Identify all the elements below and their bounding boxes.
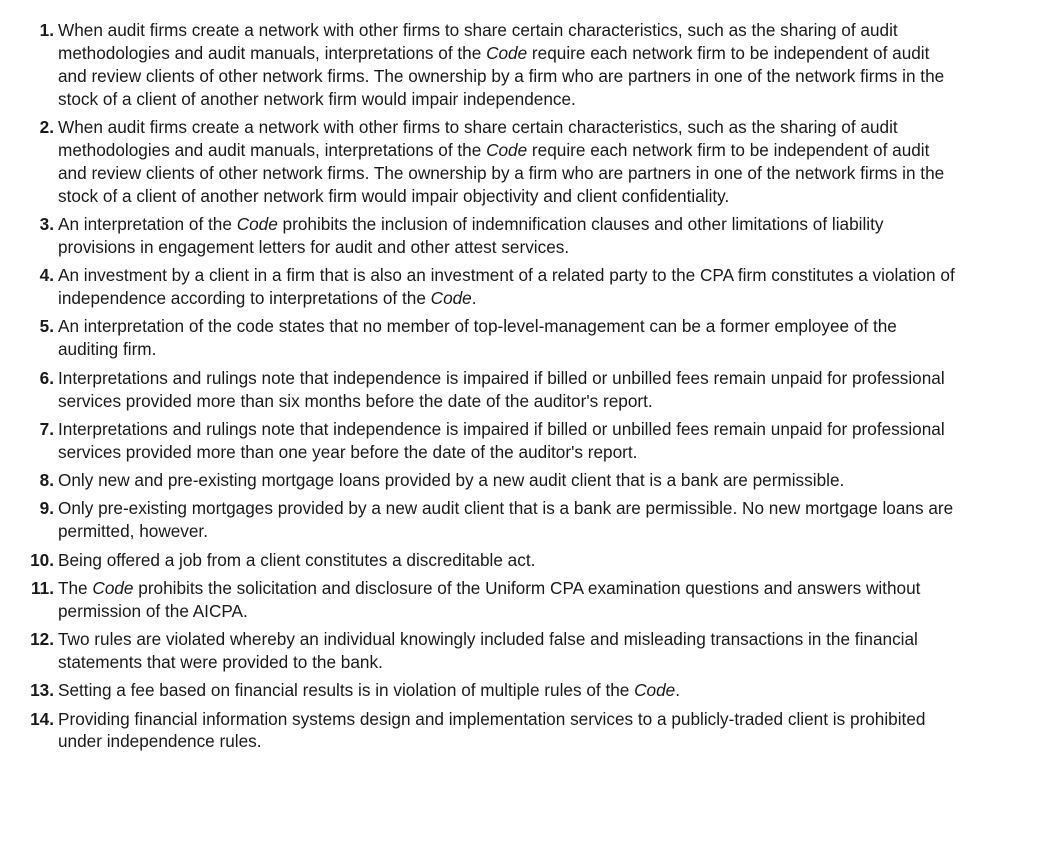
list-item	[0, 213, 960, 259]
code-emphasis: Code	[486, 139, 528, 160]
item-number: 14.	[30, 708, 54, 729]
list-item	[0, 418, 960, 464]
item-number: 7.	[39, 418, 54, 439]
list-item	[0, 549, 960, 572]
item-number: 5.	[39, 316, 54, 337]
item-number: 6.	[39, 367, 54, 388]
item-number: 2.	[39, 117, 54, 138]
item-text: When audit firms create a network with other firms to share certain characteristics, such as the sharing of audit methodologies and audit manuals, interpretations of the Code require each network firm to be independent of audit and review clients of other network firms. The ownership by a firm who are partners in one of the network firms in the stock of a client of another network firm would impair objectivity and client confidentiality.	[58, 117, 945, 206]
item-text: An interpretation of the code states that no member of top-level-management can be a former employee of the auditing firm.	[58, 316, 897, 360]
item-text: The Code prohibits the solicitation and disclosure of the Uniform CPA examination questions and answers without permission of the AICPA.	[58, 577, 921, 621]
code-emphasis: Code	[634, 680, 676, 701]
list-item	[0, 628, 960, 674]
item-number: 10.	[30, 549, 54, 570]
item-text: Interpretations and rulings note that independence is impaired if billed or unbilled fees remain unpaid for professional services provided more than six months before the date of the auditor's report.	[58, 367, 945, 411]
item-number: 11.	[31, 577, 54, 598]
code-emphasis: Code	[430, 288, 472, 309]
list-item	[0, 367, 960, 413]
list-item	[0, 116, 960, 208]
item-number: 12.	[30, 629, 54, 650]
item-text: When audit firms create a network with other firms to share certain characteristics, such as the sharing of audit methodologies and audit manuals, interpretations of the Code require each network firm to be independent of audit and review clients of other network firms. The ownership by a firm who are partners in one of the network firms in the stock of a client of another network firm would impair independence.	[58, 20, 945, 109]
item-text: An interpretation of the Code prohibits the inclusion of indemnification clauses and other limitations of liability provisions in engagement letters for audit and other attest services.	[58, 214, 884, 257]
statement-list	[0, 19, 960, 759]
item-number: 1.	[39, 20, 54, 40]
list-item	[0, 469, 960, 492]
list-item	[0, 315, 960, 361]
list-item	[0, 264, 960, 310]
item-text: Two rules are violated whereby an individual knowingly included false and misleading transactions in the financial statements that were provided to the bank.	[58, 629, 918, 672]
item-number: 13.	[30, 680, 54, 701]
item-text: Only pre-existing mortgages provided by a new audit client that is a bank are permissible. No new mortgage loans are permitted, however.	[58, 498, 954, 542]
list-item	[0, 708, 960, 754]
code-emphasis: Code	[486, 42, 528, 63]
item-text: Only new and pre-existing mortgage loans provided by a new audit client that is a bank are permissible.	[58, 470, 845, 491]
item-number: 4.	[39, 265, 54, 286]
list-item	[0, 679, 960, 702]
item-text: Setting a fee based on financial results is in violation of multiple rules of the Code.	[58, 680, 680, 701]
item-text: Providing financial information systems design and implementation services to a publicly-traded client is prohibited under independence rules.	[58, 708, 926, 752]
list-item	[0, 19, 960, 111]
code-emphasis: Code	[236, 214, 278, 235]
item-number: 9.	[39, 498, 54, 519]
list-item	[0, 577, 960, 623]
item-number: 8.	[39, 470, 54, 491]
item-text: Being offered a job from a client constitutes a discreditable act.	[58, 549, 536, 570]
list-item	[0, 497, 960, 543]
item-text: Interpretations and rulings note that independence is impaired if billed or unbilled fees remain unpaid for professional services provided more than one year before the date of the auditor's report.	[58, 418, 945, 462]
item-number: 3.	[39, 214, 54, 235]
code-emphasis: Code	[92, 577, 134, 598]
item-text: An investment by a client in a firm that is also an investment of a related party to the CPA firm constitutes a violation of independence according to interpretations of the Code.	[58, 265, 955, 309]
